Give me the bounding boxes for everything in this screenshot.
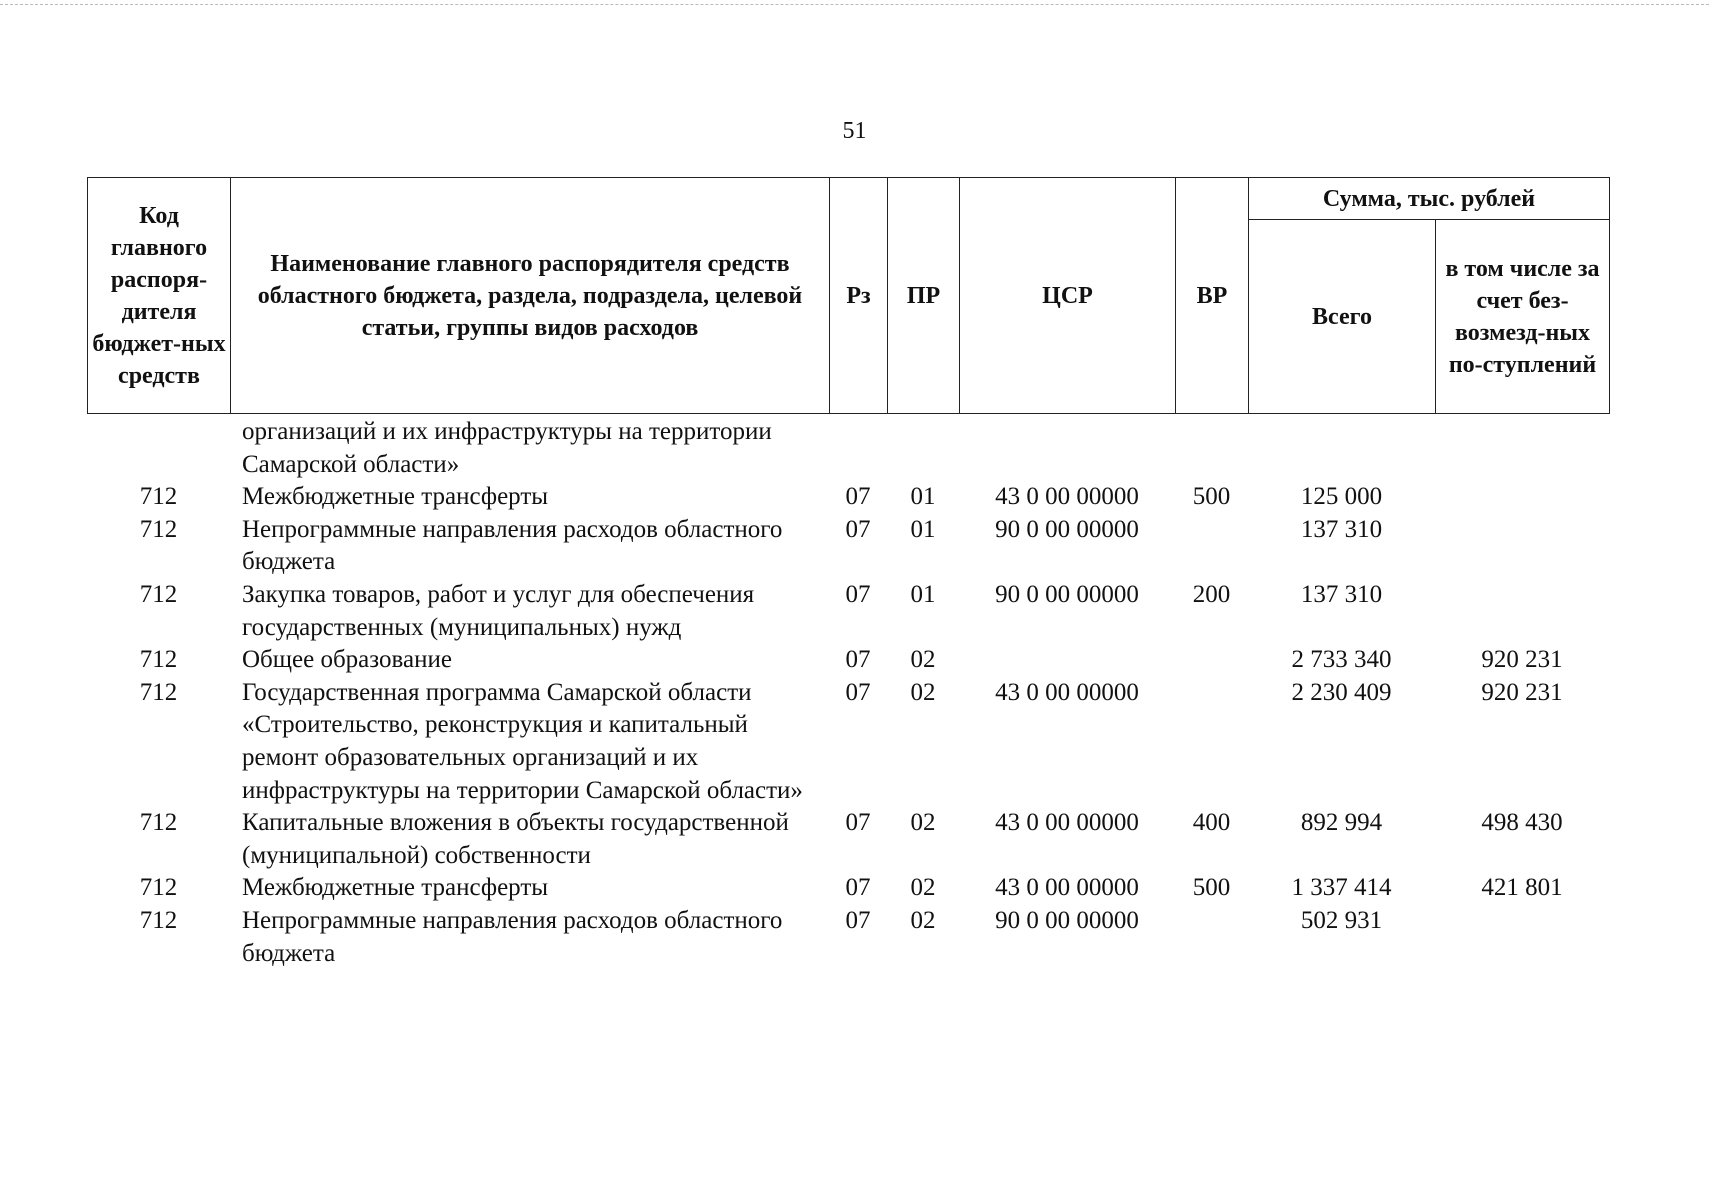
cell-rz: 07 xyxy=(845,906,871,934)
cell-free xyxy=(1435,481,1609,514)
cell-csr: 43 0 00 00000 xyxy=(995,809,1139,837)
cell-csr: 43 0 00 00000 xyxy=(995,874,1139,902)
cell-total: 1 337 414 xyxy=(1291,874,1392,902)
cell-code: 712 xyxy=(139,906,178,934)
table-row xyxy=(87,872,1609,905)
cell-pr: 01 xyxy=(910,515,936,543)
cell-code: 712 xyxy=(139,483,178,511)
cell-code: 712 xyxy=(139,678,178,706)
cell-csr: 90 0 00 00000 xyxy=(995,515,1139,543)
cell-code: 712 xyxy=(139,809,178,837)
cell-free xyxy=(1435,905,1609,970)
cell-total: 892 994 xyxy=(1300,809,1383,837)
cell-name: Общее образование xyxy=(242,646,452,674)
cell-free xyxy=(1435,514,1609,579)
cell-name: Капитальные вложения в объекты государственной (муниципальной) собственности xyxy=(242,809,789,869)
header-sum: Сумма, тыс. рублей xyxy=(1249,178,1610,220)
cell-vr xyxy=(1175,677,1248,807)
header-free: в том числе за счет без-возмезд-ных по-ступлений xyxy=(1436,220,1610,414)
cell-vr xyxy=(1175,905,1248,970)
cell-code: 712 xyxy=(139,580,178,608)
cell-free: 498 430 xyxy=(1481,809,1563,837)
cell-vr xyxy=(1175,644,1248,677)
cell-csr: 90 0 00 00000 xyxy=(995,906,1139,934)
cell-pr: 02 xyxy=(910,809,936,837)
cell-vr: 500 xyxy=(1192,483,1231,511)
cell-pr: 01 xyxy=(910,483,936,511)
cell-name: Непрограммные направления расходов областного бюджета xyxy=(242,906,783,967)
cell-rz: 07 xyxy=(845,678,871,706)
table-row xyxy=(87,644,1609,677)
table-body xyxy=(87,416,1609,970)
continuation-text: организаций и их инфраструктуры на территории Самарской области» xyxy=(242,418,772,478)
header-rz: Рз xyxy=(830,178,888,414)
cell-vr xyxy=(1175,514,1248,579)
cell-code: 712 xyxy=(139,874,178,902)
cell-csr: 43 0 00 00000 xyxy=(995,483,1139,511)
table-row xyxy=(87,677,1609,807)
cell-pr: 02 xyxy=(910,906,936,934)
cell-name: Закупка товаров, работ и услуг для обеспечения государственных (муниципальных) нужд xyxy=(242,580,755,641)
header-pr: ПР xyxy=(888,178,960,414)
cell-pr: 01 xyxy=(910,580,936,608)
cell-rz: 07 xyxy=(845,580,871,608)
table-row xyxy=(87,579,1609,644)
cell-rz: 07 xyxy=(845,515,871,543)
cell-code: 712 xyxy=(139,646,178,674)
cell-vr: 500 xyxy=(1192,874,1231,902)
cell-free xyxy=(1435,579,1609,644)
header-code: Код главного распоря-дителя бюджет-ных средств xyxy=(88,178,231,414)
cell-free: 421 801 xyxy=(1481,874,1563,902)
table-header xyxy=(87,177,1610,414)
cell-pr: 02 xyxy=(910,874,936,902)
table-row xyxy=(87,481,1609,514)
table-row xyxy=(87,807,1609,872)
cell-total: 2 230 409 xyxy=(1291,678,1392,706)
table-row xyxy=(87,905,1609,970)
cell-total: 125 000 xyxy=(1300,483,1383,511)
cell-vr: 400 xyxy=(1192,809,1231,837)
cell-name: Непрограммные направления расходов областного бюджета xyxy=(242,515,783,576)
cell-rz: 07 xyxy=(845,874,871,902)
cell-csr: 90 0 00 00000 xyxy=(995,580,1139,608)
header-name: Наименование главного распорядителя средств областного бюджета, раздела, подраздела, целевой статьи, группы видов расходов xyxy=(231,178,830,414)
header-total: Всего xyxy=(1249,220,1436,414)
cell-vr: 200 xyxy=(1192,580,1231,608)
cell-name: Государственная программа Самарской области «Строительство, реконструкция и капитальный ремонт образовательных организаций и их инфраструктуры на территории Самарской области» xyxy=(242,678,803,804)
page-number: 51 xyxy=(842,118,867,144)
cell-total: 137 310 xyxy=(1300,515,1383,543)
cell-code: 712 xyxy=(139,515,178,543)
cell-pr: 02 xyxy=(910,646,936,674)
cell-name: Межбюджетные трансферты xyxy=(242,483,549,511)
cell-pr: 02 xyxy=(910,678,936,706)
cell-csr xyxy=(959,644,1175,677)
cell-free: 920 231 xyxy=(1481,678,1563,706)
header-vr: ВР xyxy=(1176,178,1249,414)
cell-csr: 43 0 00 00000 xyxy=(995,678,1139,706)
cell-rz: 07 xyxy=(845,646,871,674)
cell-name: Межбюджетные трансферты xyxy=(242,874,549,902)
header-csr: ЦСР xyxy=(960,178,1176,414)
scan-edge-line xyxy=(0,4,1709,5)
cell-free: 920 231 xyxy=(1481,646,1563,674)
cell-rz: 07 xyxy=(845,483,871,511)
cell-total: 137 310 xyxy=(1300,580,1383,608)
cell-total: 502 931 xyxy=(1300,906,1383,934)
cell-rz: 07 xyxy=(845,809,871,837)
continuation-row xyxy=(87,416,1609,481)
table-row xyxy=(87,514,1609,579)
cell-total: 2 733 340 xyxy=(1291,646,1392,674)
